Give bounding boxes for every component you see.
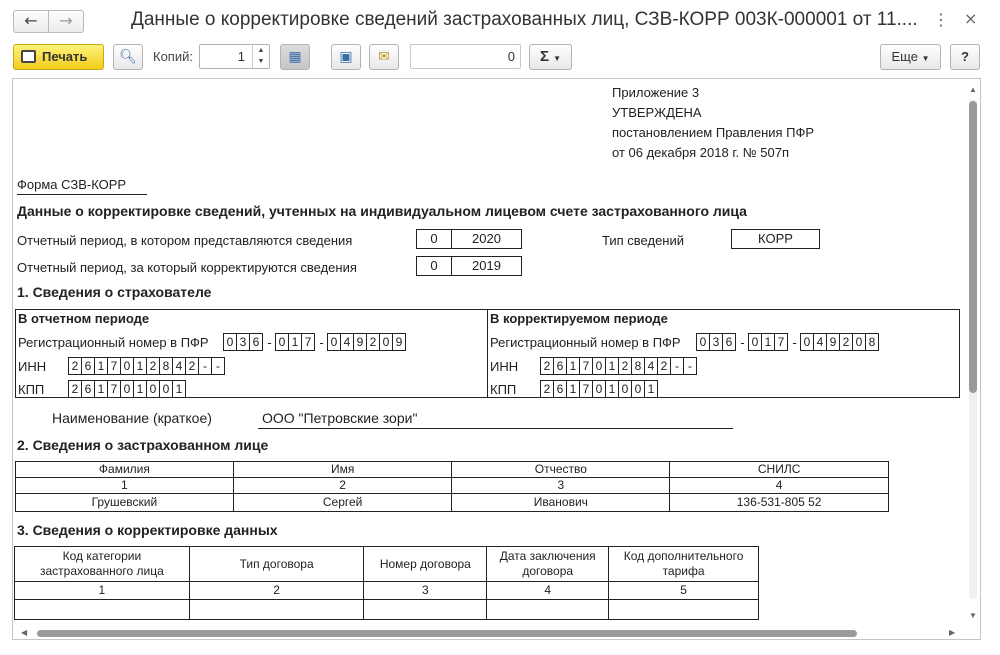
dash-separator: - [267, 334, 272, 350]
digit-cell: 0 [748, 333, 762, 351]
digit-cell: 3 [709, 333, 723, 351]
digit-cell: 0 [223, 333, 237, 351]
table-header-row [15, 547, 759, 582]
header-line: от 06 декабря 2018 г. № 507п [612, 145, 789, 160]
form-name: Форма СЗВ-КОРР [17, 177, 147, 195]
table-cell: Иванович [452, 494, 670, 512]
digit-cell: 9 [353, 333, 367, 351]
digit-cell: 2 [68, 380, 82, 398]
copies-value: 1 [237, 49, 245, 64]
more-menu-icon[interactable]: ⋮ [933, 10, 949, 29]
inn-cells [69, 357, 225, 375]
digit-cell: 9 [392, 333, 406, 351]
more-button[interactable] [880, 44, 941, 70]
digit-cell: 6 [553, 380, 567, 398]
digit-cell: 0 [379, 333, 393, 351]
copies-spin-icon[interactable]: ▲ ▼ [252, 45, 269, 68]
digit-cell: 0 [275, 333, 289, 351]
digit-cell: 2 [146, 357, 160, 375]
digit-cell: 9 [826, 333, 840, 351]
send-email-button[interactable] [369, 44, 399, 70]
header-line: постановлением Правления ПФР [612, 125, 815, 140]
digit-cell: 0 [618, 380, 632, 398]
digit-cell: 2 [68, 357, 82, 375]
table-row [16, 494, 889, 512]
save-button[interactable] [331, 44, 361, 70]
digit-cell: 4 [813, 333, 827, 351]
digit-cell: 1 [288, 333, 302, 351]
horizontal-scrollbar[interactable] [13, 625, 965, 640]
reg-number-cells [697, 333, 879, 351]
digit-cell: 0 [120, 357, 134, 375]
document-title: Данные о корректировке сведений, учтенных на индивидуальном лицевом счете застрахованного лица [17, 203, 747, 219]
digit-cell: 1 [133, 380, 147, 398]
inn-cells [541, 357, 697, 375]
header-line: Приложение 3 [612, 85, 700, 100]
digit-cell: 7 [579, 380, 593, 398]
dropdown-arrow-icon: ▼ [921, 54, 930, 63]
print-button-label: Печать [42, 49, 88, 64]
correction-table [14, 546, 759, 620]
table-number-row [16, 478, 889, 494]
corrected-period-heading: В корректируемом периоде [490, 311, 668, 326]
kpp-label: КПП [18, 382, 45, 397]
sigma-icon: Σ [539, 48, 549, 65]
table-header-cell: Номер договора [364, 547, 487, 582]
digit-cell: 0 [146, 380, 160, 398]
digit-cell: 0 [696, 333, 710, 351]
digit-cell: 7 [579, 357, 593, 375]
digit-cell: 1 [133, 357, 147, 375]
table-number-row [15, 582, 759, 600]
table-header-cell: Дата заключения договора [487, 547, 609, 582]
edit-table-icon: ▦ [288, 49, 302, 65]
envelope-icon: ✉ [378, 49, 390, 65]
digit-cell: 8 [159, 357, 173, 375]
digit-cell: 0 [592, 380, 606, 398]
scroll-right-icon[interactable]: ▶ [949, 628, 956, 637]
digit-cell: 1 [566, 357, 580, 375]
dash-separator: - [740, 334, 745, 350]
reg-number-cells [224, 333, 406, 351]
digit-cell: 6 [249, 333, 263, 351]
scroll-left-icon[interactable]: ◀ [21, 628, 28, 637]
digit-cell: 6 [722, 333, 736, 351]
digit-cell: - [211, 357, 225, 375]
digit-cell: 3 [236, 333, 250, 351]
title-bar [0, 0, 1000, 40]
document-page [13, 79, 965, 625]
period-corr-code: 0 [416, 256, 452, 276]
table-cell: 5 [609, 582, 759, 600]
table-cell [15, 600, 190, 620]
table-cell: 3 [364, 582, 487, 600]
digit-cell: 2 [540, 357, 554, 375]
table-header-cell: Отчество [452, 462, 670, 478]
digit-cell: 0 [852, 333, 866, 351]
dash-separator: - [319, 334, 324, 350]
table-header-cell: Фамилия [16, 462, 234, 478]
arrow-left-icon: ← [24, 11, 38, 30]
info-type-label: Тип сведений [602, 233, 685, 248]
digit-cell: 4 [172, 357, 186, 375]
copies-label: Копий: [153, 49, 193, 64]
digit-cell: 0 [631, 380, 645, 398]
window-title: Данные о корректировке сведений застрахованных лиц, СЗВ-КОРР 003К-000001 от 11.... [131, 9, 918, 30]
table-cell [609, 600, 759, 620]
inn-label: ИНН [18, 359, 47, 374]
org-name-value: ООО "Петровские зори" [258, 410, 733, 429]
digit-cell: 4 [644, 357, 658, 375]
digit-cell: 2 [839, 333, 853, 351]
table-cell: 136-531-805 52 [670, 494, 889, 512]
digit-cell: 6 [81, 357, 95, 375]
copies-stepper[interactable] [199, 44, 270, 69]
digit-cell: 2 [366, 333, 380, 351]
digit-cell: 1 [566, 380, 580, 398]
sum-field: 0 [410, 44, 521, 69]
table-header-cell: СНИЛС [670, 462, 889, 478]
digit-cell: 0 [159, 380, 173, 398]
document-area[interactable] [12, 78, 981, 640]
digit-cell: 7 [774, 333, 788, 351]
period-corr-label: Отчетный период, за который корректируются сведения [17, 260, 357, 275]
digit-cell: 1 [605, 357, 619, 375]
digit-cell: 8 [865, 333, 879, 351]
digit-cell: 1 [94, 380, 108, 398]
digit-cell: 2 [618, 357, 632, 375]
table-cell: Грушевский [16, 494, 234, 512]
reg-number-label: Регистрационный номер в ПФР [490, 335, 681, 350]
kpp-cells [69, 380, 186, 398]
table-header-row [16, 462, 889, 478]
forward-button[interactable] [48, 10, 84, 33]
section-2-title: 2. Сведения о застрахованном лице [17, 437, 269, 453]
scroll-up-icon[interactable]: ▲ [969, 85, 977, 94]
scroll-down-icon[interactable]: ▼ [969, 611, 977, 620]
kpp-label: КПП [490, 382, 517, 397]
digit-cell: - [683, 357, 697, 375]
table-header-cell: Имя [233, 462, 452, 478]
table-cell: 4 [487, 582, 609, 600]
period-current-year: 2020 [451, 229, 522, 249]
digit-cell: 4 [340, 333, 354, 351]
digit-cell: - [198, 357, 212, 375]
info-type-value: КОРР [731, 229, 820, 249]
header-line: УТВЕРЖДЕНА [612, 105, 702, 120]
current-period-heading: В отчетном периоде [18, 311, 150, 326]
section-3-title: 3. Сведения о корректировке данных [17, 522, 278, 538]
period-corr-year: 2019 [451, 256, 522, 276]
period-current-label: Отчетный период, в котором представляются сведения [17, 233, 353, 248]
sum-button[interactable] [529, 44, 572, 70]
magnifier-icon: 🔍︎ [119, 49, 137, 65]
digit-cell: 1 [644, 380, 658, 398]
digit-cell: 7 [107, 380, 121, 398]
dropdown-arrow-icon: ▼ [553, 54, 562, 63]
table-cell: 2 [233, 478, 452, 494]
digit-cell: 0 [120, 380, 134, 398]
table-cell: Сергей [233, 494, 452, 512]
org-name-label: Наименование (краткое) [52, 410, 212, 426]
edit-mode-button[interactable] [280, 44, 310, 70]
table-cell: 3 [452, 478, 670, 494]
more-button-label: Еще [891, 49, 918, 64]
digit-cell: 7 [107, 357, 121, 375]
table-row [15, 600, 759, 620]
digit-cell: - [670, 357, 684, 375]
close-icon[interactable]: × [964, 9, 978, 28]
dash-separator: - [792, 334, 797, 350]
digit-cell: 7 [301, 333, 315, 351]
vertical-scroll-thumb[interactable] [969, 101, 977, 393]
digit-cell: 2 [657, 357, 671, 375]
digit-cell: 2 [540, 380, 554, 398]
floppy-disk-icon: ▣ [339, 49, 353, 65]
vertical-scrollbar[interactable] [965, 79, 981, 625]
table-header-cell: Тип договора [189, 547, 364, 582]
table-cell: 1 [16, 478, 234, 494]
print-button[interactable] [13, 44, 104, 70]
table-cell: 4 [670, 478, 889, 494]
help-button[interactable]: ? [950, 44, 980, 70]
digit-cell: 1 [761, 333, 775, 351]
digit-cell: 0 [800, 333, 814, 351]
digit-cell: 0 [327, 333, 341, 351]
section-1-title: 1. Сведения о страхователе [17, 284, 212, 300]
printer-icon [21, 50, 36, 63]
digit-cell: 6 [553, 357, 567, 375]
digit-cell: 0 [592, 357, 606, 375]
table-header-cell: Код дополнительного тарифа [609, 547, 759, 582]
digit-cell: 1 [605, 380, 619, 398]
period-current-code: 0 [416, 229, 452, 249]
arrow-right-icon: → [59, 11, 73, 30]
preview-button[interactable] [113, 44, 143, 70]
table-cell: 1 [15, 582, 190, 600]
digit-cell: 6 [81, 380, 95, 398]
insured-person-table [15, 461, 889, 512]
table-cell [487, 600, 609, 620]
horizontal-scroll-thumb[interactable] [37, 630, 857, 637]
back-button[interactable] [13, 10, 49, 33]
inn-label: ИНН [490, 359, 519, 374]
table-cell: 2 [189, 582, 364, 600]
digit-cell: 1 [94, 357, 108, 375]
digit-cell: 8 [631, 357, 645, 375]
digit-cell: 1 [172, 380, 186, 398]
reg-number-label: Регистрационный номер в ПФР [18, 335, 209, 350]
table-cell [189, 600, 364, 620]
table-header-cell: Код категории застрахованного лица [15, 547, 190, 582]
table-cell [364, 600, 487, 620]
digit-cell: 2 [185, 357, 199, 375]
kpp-cells [541, 380, 658, 398]
